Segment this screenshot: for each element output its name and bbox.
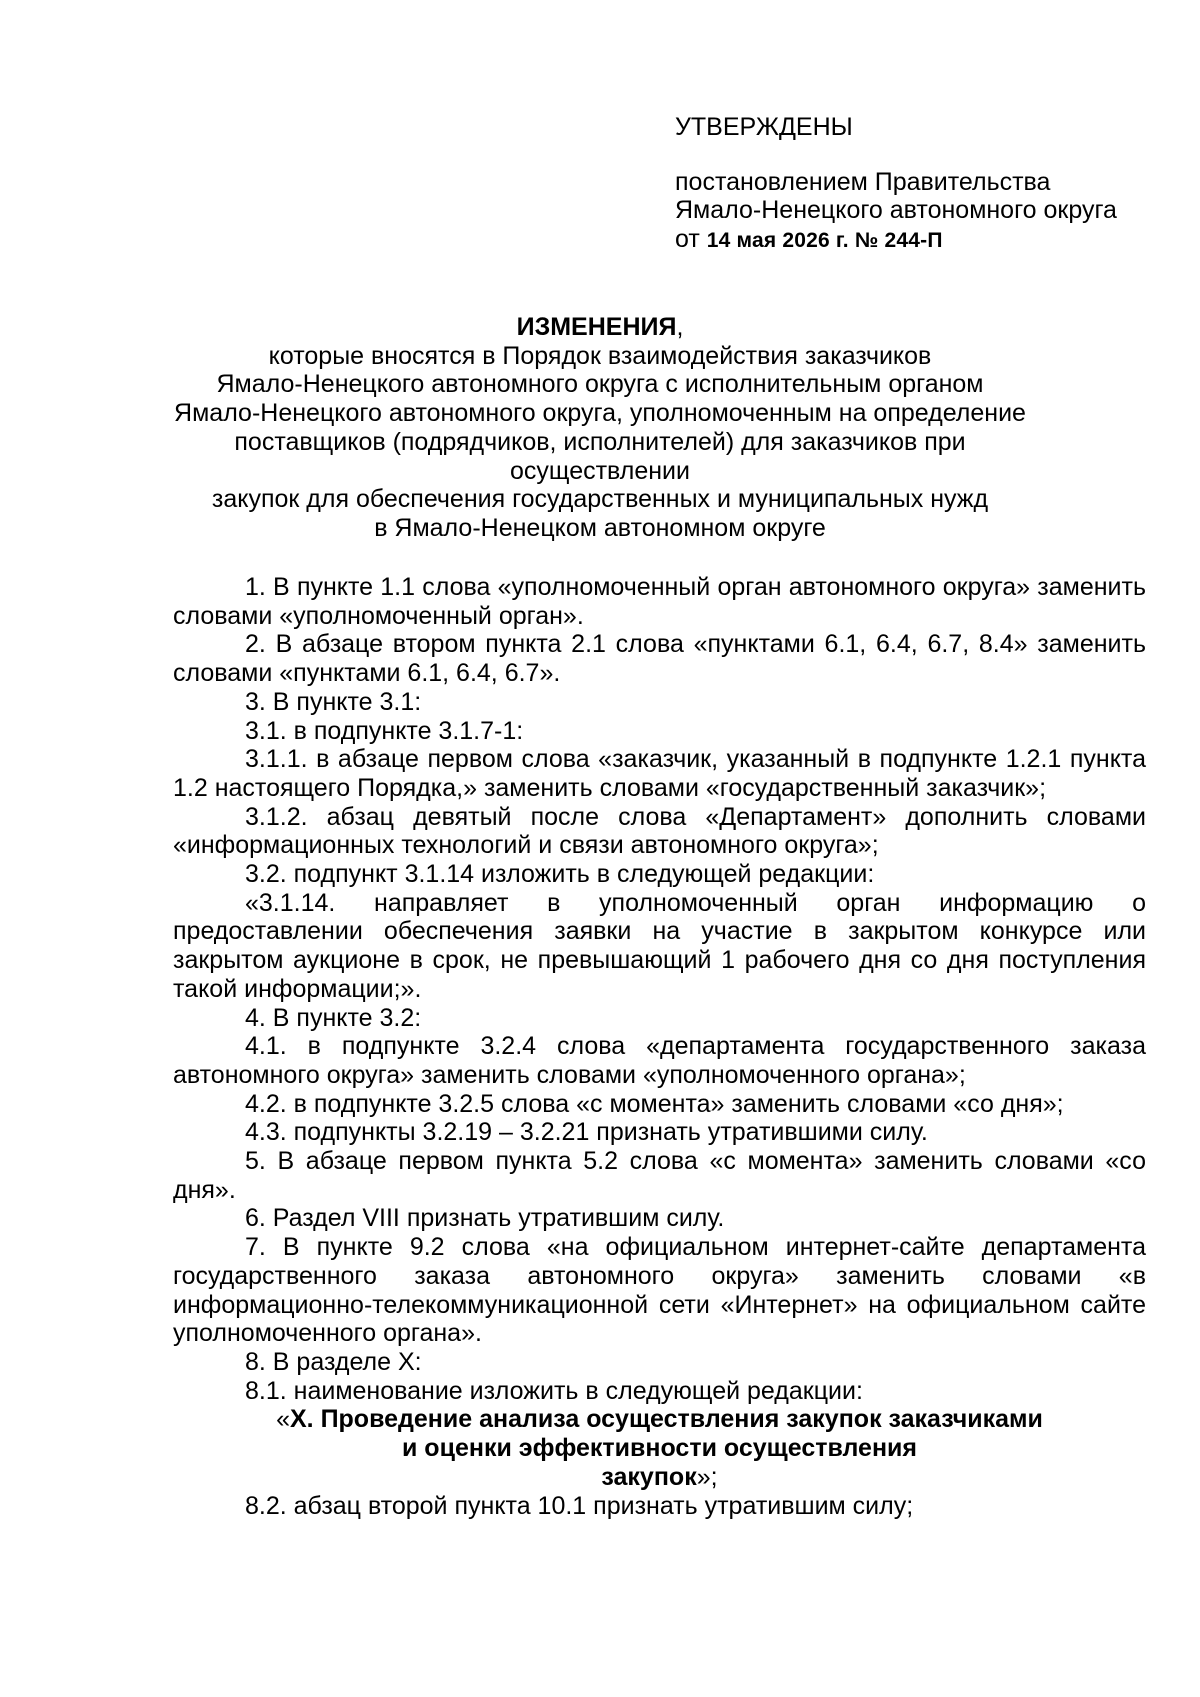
paragraph-2: 2. В абзаце втором пункта 2.1 слова «пунктами 6.1, 6.4, 6.7, 8.4» заменить словами «пунктами 6.1, 6.4, 6.7». — [173, 630, 1146, 688]
paragraph-8-2: 8.2. абзац второй пункта 10.1 признать утратившим силу; — [245, 1491, 914, 1520]
paragraph-3: 3. В пункте 3.1: — [245, 687, 422, 716]
section-title-close: »; — [696, 1462, 718, 1491]
approval-line-1: постановлением Правительства — [675, 167, 1051, 196]
heading-title-suffix: , — [676, 313, 684, 341]
heading-line-1: которые вносятся в Порядок взаимодействия заказчиков — [268, 341, 932, 370]
heading-line-6: в Ямало-Ненецком автономном округе — [374, 513, 826, 542]
approval-date-value: 14 мая 2026 г. № 244-П — [706, 229, 943, 253]
section-title-open-quote: « — [276, 1405, 290, 1434]
paragraph-3-1-2: 3.1.2. абзац девятый после слова «Департамент» дополнить словами «информационных технологий и связи автономного округа»; — [173, 802, 1146, 860]
section-title-line-2 — [173, 1434, 1146, 1463]
heading-line-3: Ямало-Ненецкого автономного округа, уполномоченным на определение — [174, 399, 1026, 428]
section-title-text-2: и оценки эффективности осуществления — [401, 1434, 918, 1463]
heading-line-5: закупок для обеспечения государственных и муниципальных нужд — [211, 485, 989, 514]
heading-line-2: Ямало-Ненецкого автономного округа с исполнительным органом — [216, 370, 984, 399]
paragraph-8: 8. В разделе X: — [245, 1347, 422, 1376]
approval-date-prefix: от — [675, 225, 707, 254]
paragraph-4-3: 4.3. подпункты 3.2.19 – 3.2.21 признать утратившими силу. — [245, 1118, 928, 1147]
approval-line-2: Ямало-Ненецкого автономного округа — [675, 196, 1117, 225]
heading-title-line — [150, 313, 1050, 342]
paragraph-3-1: 3.1. в подпункте 3.1.7-1: — [245, 716, 524, 745]
paragraph-3-2: 3.2. подпункт 3.1.14 изложить в следующей редакции: — [245, 860, 875, 889]
approval-block — [675, 113, 1155, 256]
paragraph-1: 1. В пункте 1.1 слова «уполномоченный орган автономного округа» заменить словами «уполномоченный орган». — [173, 573, 1146, 630]
paragraph-5: 5. В абзаце первом пункта 5.2 слова «с момента» заменить словами «со дня». — [173, 1147, 1146, 1204]
heading-title: ИЗМЕНЕНИЯ — [516, 313, 677, 341]
paragraph-4: 4. В пункте 3.2: — [245, 1003, 422, 1032]
paragraph-6: 6. Раздел VIII признать утратившим силу. — [245, 1204, 725, 1233]
paragraph-8-1: 8.1. наименование изложить в следующей редакции: — [245, 1376, 863, 1405]
paragraph-3-1-1: 3.1.1. в абзаце первом слова «заказчик, указанный в подпункте 1.2.1 пункта 1.2 настоящего Порядка,» заменить словами «государственный заказчик»; — [173, 745, 1146, 802]
document-body — [173, 573, 1146, 1520]
section-title-quote — [173, 1405, 1146, 1491]
section-title-line-3 — [173, 1463, 1146, 1492]
section-title-line-1 — [173, 1405, 1146, 1434]
paragraph-3-1-14-quote: «3.1.14. направляет в уполномоченный орган информацию о предоставлении обеспечения заявки на участие в закрытом конкурсе или закрытом аукционе в срок, не превышающий 1 рабочего дня со дня поступления такой информации;». — [173, 888, 1146, 1003]
approval-date-line — [675, 225, 1155, 256]
approval-stamp: УТВЕРЖДЕНЫ — [675, 113, 853, 141]
paragraph-7: 7. В пункте 9.2 слова «на официальном интернет-сайте департамента государственного заказа автономного округа» заменить словами «в информационно-телекоммуникационной сети «Интернет» на официальном сайте уполномоченного органа». — [173, 1233, 1146, 1348]
heading-line-4: поставщиков (подрядчиков, исполнителей) для заказчиков при осуществлении — [234, 427, 966, 485]
paragraph-4-1: 4.1. в подпункте 3.2.4 слова «департамента государственного заказа автономного округа» заменить словами «уполномоченного органа»; — [173, 1032, 1146, 1089]
document-heading — [150, 313, 1050, 543]
section-title-text-1: X. Проведение анализа осуществления закупок заказчиками — [290, 1405, 1043, 1434]
section-title-text-3: закупок — [601, 1462, 697, 1491]
paragraph-4-2: 4.2. в подпункте 3.2.5 слова «с момента» заменить словами «со дня»; — [245, 1089, 1064, 1118]
